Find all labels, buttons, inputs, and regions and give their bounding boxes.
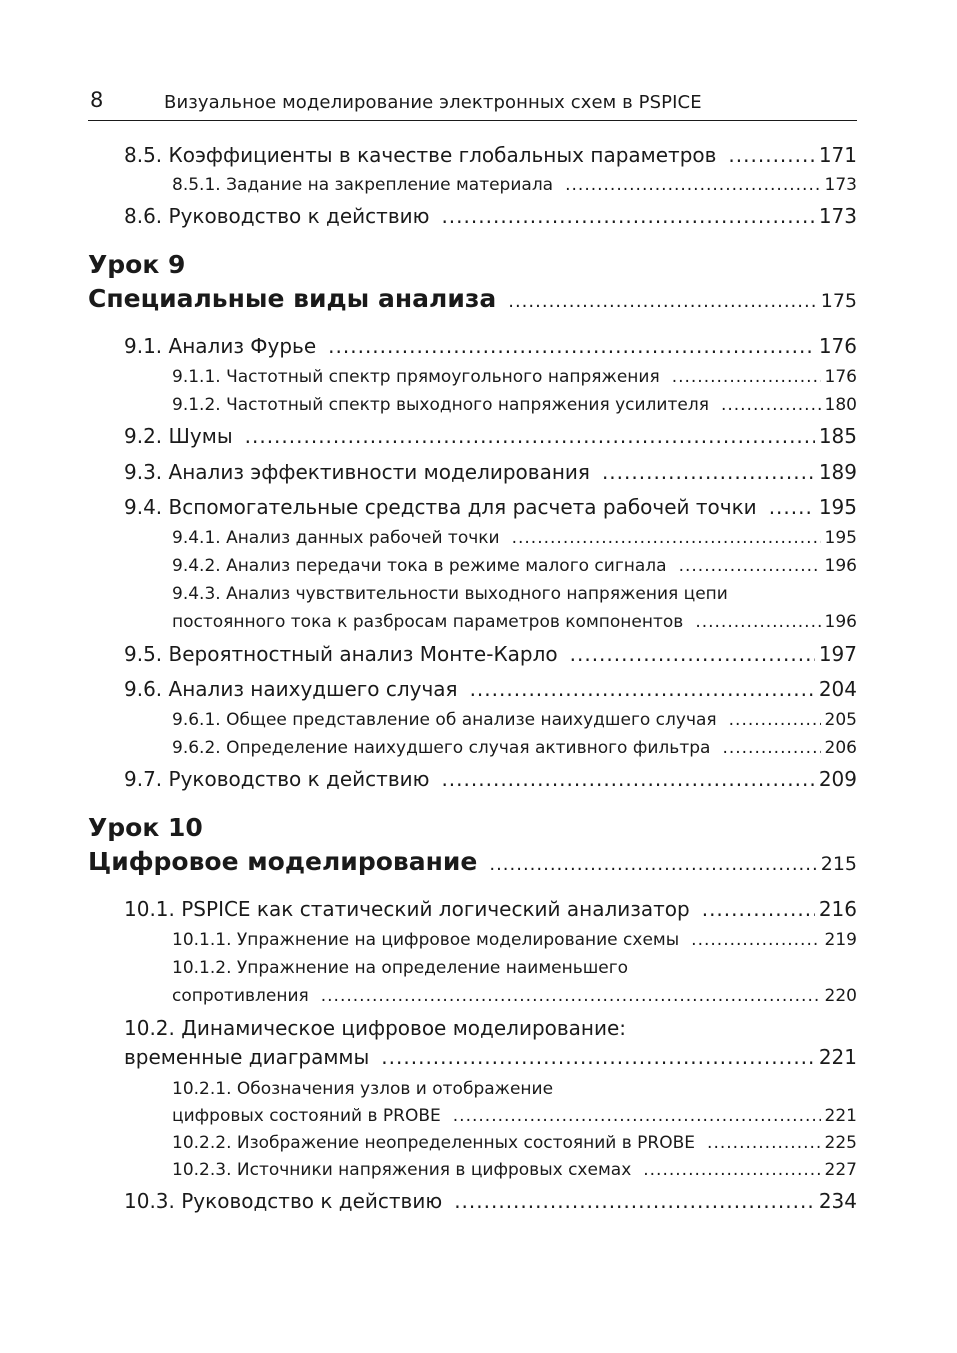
toc-entry-title: 10.1.2. Упражнение на определение наименьшего: [172, 958, 629, 978]
leader-dots: [729, 710, 821, 730]
toc-subentry[interactable]: [172, 1133, 857, 1159]
toc-entry-title: 10.2.3. Источники напряжения в цифровых схемах: [172, 1160, 632, 1180]
toc-entry-page: 176: [818, 334, 857, 358]
toc-entry-page: 225: [824, 1133, 857, 1153]
lesson-label: Урок 9: [88, 250, 186, 279]
leader-dots: [643, 1160, 820, 1180]
toc-entry-page: 176: [824, 367, 857, 387]
leader-dots: [570, 642, 815, 666]
toc-entry-page: 173: [824, 175, 857, 195]
toc-entry-title: 9.1. Анализ Фурье: [124, 334, 317, 358]
toc-entry-title: 10.3. Руководство к действию: [124, 1189, 443, 1213]
toc-chapter-title: Специальные виды анализа: [88, 284, 497, 313]
toc-entry-title-continued: постоянного тока к разбросам параметров компонентов: [172, 612, 684, 632]
toc-entry[interactable]: [124, 677, 857, 705]
toc-entry[interactable]: [124, 460, 857, 488]
toc-entry-title: 9.6. Анализ наихудшего случая: [124, 677, 458, 701]
toc-entry[interactable]: [124, 204, 857, 232]
toc-subentry-line[interactable]: [172, 584, 857, 610]
toc-subentry-line[interactable]: [172, 1079, 857, 1105]
toc-entry-page: 195: [824, 528, 857, 548]
leader-dots: [245, 424, 815, 448]
toc-entry-title-continued: цифровых состояний в PROBE: [172, 1106, 441, 1126]
leader-dots: [328, 334, 815, 358]
leader-dots: [321, 986, 821, 1006]
toc-entry-title: 8.5. Коэффициенты в качестве глобальных параметров: [124, 143, 717, 167]
toc-entry-page: 185: [818, 424, 857, 448]
toc-entry[interactable]: [124, 767, 857, 795]
leader-dots: [769, 495, 815, 519]
toc-entry-page: 221: [818, 1045, 857, 1069]
toc-entry-title: 9.4. Вспомогательные средства для расчета рабочей точки: [124, 495, 757, 519]
toc-entry-page: 196: [824, 556, 857, 576]
leader-dots: [722, 738, 820, 758]
leader-dots: [381, 1045, 815, 1069]
toc-chapter-title: Цифровое моделирование: [88, 847, 478, 876]
toc-entry-page: 216: [818, 897, 857, 921]
toc-entry-page: 180: [824, 395, 857, 415]
leader-dots: [454, 1189, 815, 1213]
toc-entry-title: 9.7. Руководство к действию: [124, 767, 430, 791]
toc-entry-page: 189: [818, 460, 857, 484]
toc-entry-title-continued: временные диаграммы: [124, 1045, 370, 1069]
toc-entry-title: 9.1.2. Частотный спектр выходного напряжения усилителя: [172, 395, 709, 415]
toc-entry-title: 8.5.1. Задание на закрепление материала: [172, 175, 554, 195]
toc-entry-page: 195: [818, 495, 857, 519]
toc-entry-title: 8.6. Руководство к действию: [124, 204, 430, 228]
toc-entry[interactable]: [124, 143, 857, 171]
leader-dots: [489, 854, 816, 875]
toc-entry-page: 204: [818, 677, 857, 701]
toc-entry-page: 219: [824, 930, 857, 950]
leader-dots: [441, 767, 814, 791]
page-number: 8: [90, 88, 104, 112]
toc-entry-page: 227: [824, 1160, 857, 1180]
leader-dots: [508, 291, 817, 312]
toc-entry[interactable]: [124, 1045, 857, 1073]
toc-entry-title: 10.2.2. Изображение неопределенных состояний в PROBE: [172, 1133, 696, 1153]
toc-subentry[interactable]: [172, 612, 857, 638]
toc-entry-page: 197: [818, 642, 857, 666]
lesson-label: Урок 10: [88, 813, 203, 842]
toc-entry-title-continued: сопротивления: [172, 986, 309, 1006]
toc-subentry[interactable]: [172, 710, 857, 736]
leader-dots: [707, 1133, 821, 1153]
toc-entry-page: 209: [818, 767, 857, 791]
toc-entry-title: 10.1. PSPICE как статический логический анализатор: [124, 897, 690, 921]
toc-entry-page: 173: [818, 204, 857, 228]
leader-dots: [512, 528, 821, 548]
toc-entry-page: 220: [824, 986, 857, 1006]
leader-dots: [691, 930, 820, 950]
leader-dots: [441, 204, 814, 228]
toc-entry-title: 9.6.2. Определение наихудшего случая активного фильтра: [172, 738, 711, 758]
leader-dots: [702, 897, 815, 921]
leader-dots: [672, 367, 821, 387]
toc-chapter[interactable]: [88, 284, 857, 318]
toc-subentry[interactable]: [172, 930, 857, 956]
toc-entry-page: 215: [820, 853, 857, 875]
toc-subentry[interactable]: [172, 175, 857, 201]
running-header: [88, 86, 857, 121]
toc-subentry[interactable]: [172, 738, 857, 764]
toc-entry-page: 196: [824, 612, 857, 632]
toc-entry[interactable]: [124, 1189, 857, 1217]
toc-entry-title: 9.4.1. Анализ данных рабочей точки: [172, 528, 500, 548]
toc-entry-title: 10.2.1. Обозначения узлов и отображение: [172, 1079, 554, 1099]
toc-entry[interactable]: [124, 424, 857, 452]
toc-entry-title: 9.1.1. Частотный спектр прямоугольного напряжения: [172, 367, 660, 387]
toc-entry-title: 9.3. Анализ эффективности моделирования: [124, 460, 590, 484]
toc-subentry-line[interactable]: [172, 958, 857, 984]
toc-entry-title: 9.4.3. Анализ чувствительности выходного напряжения цепи: [172, 584, 728, 604]
toc-chapter[interactable]: [88, 847, 857, 881]
toc-entry-title: 9.4.2. Анализ передачи тока в режиме малого сигнала: [172, 556, 667, 576]
toc-entry-title: 9.6.1. Общее представление об анализе наихудшего случая: [172, 710, 717, 730]
toc-entry-page: 234: [818, 1189, 857, 1213]
toc-subentry[interactable]: [172, 556, 857, 582]
toc-entry-page: 171: [818, 143, 857, 167]
toc-entry-line[interactable]: [124, 1016, 857, 1044]
toc-entry-page: 205: [824, 710, 857, 730]
toc-entry-page: 206: [824, 738, 857, 758]
leader-dots: [695, 612, 820, 632]
toc-entry-title: 9.2. Шумы: [124, 424, 233, 448]
leader-dots: [602, 460, 815, 484]
leader-dots: [728, 143, 814, 167]
toc-entry-page: 221: [824, 1106, 857, 1126]
toc-entry[interactable]: [124, 495, 857, 523]
toc-entry-title: 10.2. Динамическое цифровое моделирование:: [124, 1016, 627, 1040]
toc-subentry[interactable]: [172, 395, 857, 421]
toc-entry-page: 175: [820, 290, 857, 312]
leader-dots: [565, 175, 820, 195]
book-title: Визуальное моделирование электронных схем в PSPICE: [164, 92, 702, 113]
toc-subentry[interactable]: [172, 1160, 857, 1186]
toc-entry[interactable]: [124, 334, 857, 362]
toc-entry-title: 10.1.1. Упражнение на цифровое моделирование схемы: [172, 930, 680, 950]
toc-subentry[interactable]: [172, 986, 857, 1012]
toc-subentry[interactable]: [172, 367, 857, 393]
leader-dots: [470, 677, 815, 701]
toc-subentry[interactable]: [172, 528, 857, 554]
toc-subentry[interactable]: [172, 1106, 857, 1132]
leader-dots: [679, 556, 821, 576]
toc-entry[interactable]: [124, 642, 857, 670]
toc-entry[interactable]: [124, 897, 857, 925]
leader-dots: [453, 1106, 821, 1126]
toc-entry-title: 9.5. Вероятностный анализ Монте-Карло: [124, 642, 558, 666]
leader-dots: [721, 395, 821, 415]
